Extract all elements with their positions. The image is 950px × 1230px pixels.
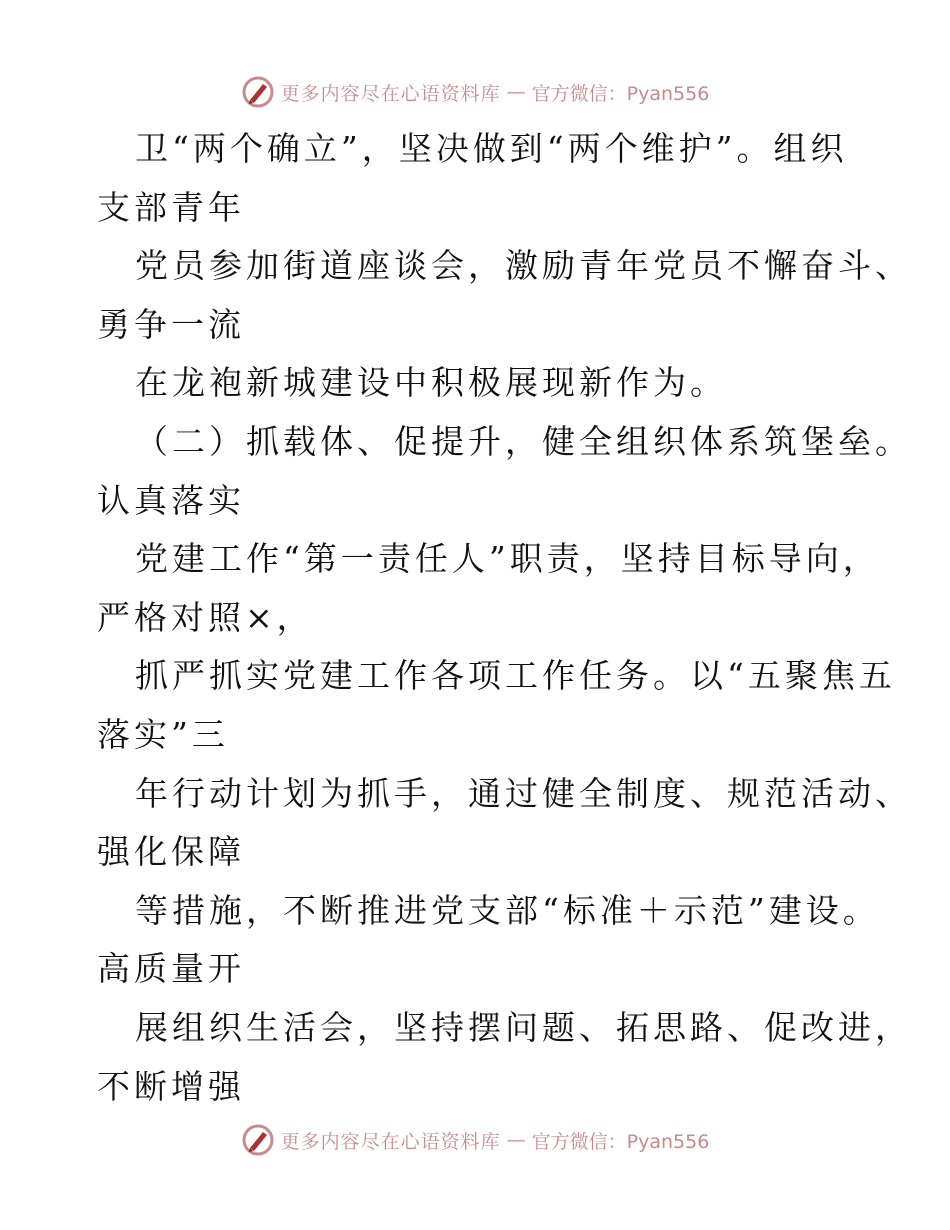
document-body [97, 120, 912, 1116]
watermark-text: 更多内容尽在心语资料库 [280, 82, 501, 105]
footer-watermark [0, 1120, 950, 1160]
watermark-separator: — [506, 81, 526, 103]
text-line: 支部青年 [97, 187, 245, 227]
text-line: 勇争一流 [97, 304, 245, 344]
text-line: 抓严抓实党建工作各项工作任务。以“五聚焦五 [135, 656, 896, 696]
text-line: 强化保障 [97, 832, 245, 872]
text-line: 严格对照×， [97, 597, 314, 637]
text-line: 党员参加街道座谈会，激励青年党员不懈奋斗、 [135, 246, 912, 286]
text-line: 在龙袍新城建设中积极展现新作为。 [135, 363, 727, 403]
text-line: 展组织生活会，坚持摆问题、拓思路、促改进， [135, 1007, 912, 1047]
watermark-wechat: 官方微信：Pyan556 [531, 1130, 710, 1153]
text-line: 等措施，不断推进党支部“标准＋示范”建设。 [135, 890, 880, 930]
text-line: 认真落实 [97, 480, 245, 520]
text-line: 高质量开 [97, 949, 245, 989]
text-line: 党建工作“第一责任人”职责，坚持目标导向， [135, 539, 880, 579]
text-line: 不断增强 [97, 1066, 245, 1106]
text-line: 卫“两个确立”，坚决做到“两个维护”。组织 [135, 129, 848, 168]
text-line: 落实”三 [97, 714, 229, 754]
watermark-text: 更多内容尽在心语资料库 [280, 1130, 501, 1153]
watermark-separator: — [506, 1129, 526, 1151]
text-line: 年行动计划为抓手，通过健全制度、规范活动、 [135, 773, 912, 813]
text-line: （二）抓载体、促提升，健全组织体系筑堡垒。 [135, 421, 912, 461]
pen-seal-icon [241, 75, 275, 109]
pen-seal-icon [241, 1123, 275, 1157]
watermark-wechat: 官方微信：Pyan556 [531, 82, 710, 105]
header-watermark [0, 72, 950, 112]
